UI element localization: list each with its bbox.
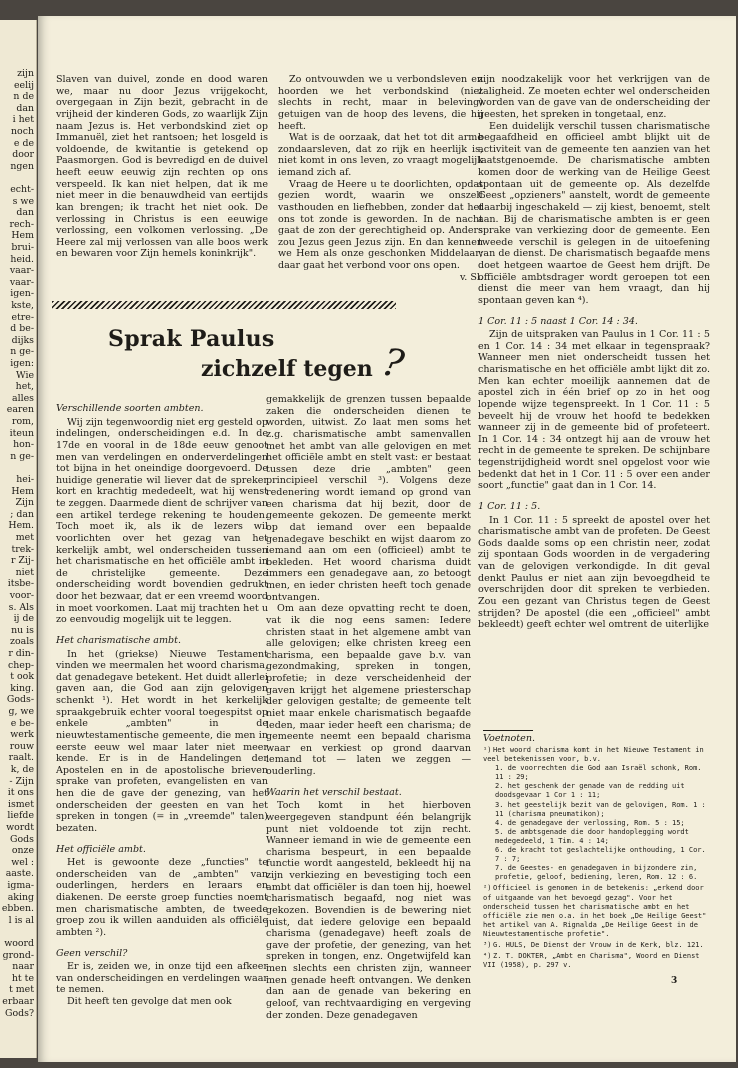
footnote-text: Het woord charisma komt in het Nieuwe Testament in veel betekenissen voor, b.v. bbox=[483, 746, 704, 764]
footnote bbox=[483, 746, 713, 882]
facing-page-fragment: vaar- bbox=[9, 276, 34, 288]
paragraph: Een duidelijk verschil tussen charismatische begaafdheid en officieel ambt blijkt uit de activiteit van de gemeente ten aanzien van het laatstgenoemde. De charismatische ambten komen door de werking van de Heilige Geest spontaan uit de gemeente op. Als dezelfde Geest „opzieners" aanstelt, wordt de gemeente daarbij ingeschakeld — zij kiest, benoemt, stelt aan. Bij de charismatische ambten is er geen sprake van verkiezing door de gemeente. Een tweede verschil is gelegen in de uitoefening van de dienst. De charismatisch begaafde mens doet hetgeen waartoe de Geest hem drijft. De officiële ambtsdrager wordt geroepen tot een dienst die meer van hem vraagt, dan hij spontaan geven kan ⁴). bbox=[478, 120, 710, 306]
facing-page-fragment: het, bbox=[15, 381, 34, 393]
column-1-top-text bbox=[56, 74, 268, 260]
column-1-article-text bbox=[56, 394, 268, 1008]
footnote-subitem: 6. de kracht tot geslachtelijke onthouding, 1 Cor. 7 : 7; bbox=[495, 846, 706, 864]
footnote-subitem: 2. het geschenk der genade van de redding uit doodsgevaar 1 Cor 1 : 11; bbox=[495, 782, 685, 800]
facing-page-fragment: ht te bbox=[11, 972, 34, 984]
facing-page-fragment: Gods? bbox=[5, 1007, 34, 1019]
article-title-line-2: zichzelf tegen bbox=[201, 356, 373, 382]
paragraph: Er is, zeiden we, in onze tijd een afkeer van onderscheidingen en verdelingen waar te nemen. bbox=[56, 961, 268, 996]
facing-page-fragment: Zijn bbox=[15, 497, 34, 509]
facing-page-fragment: r Zij- bbox=[10, 555, 34, 567]
facing-page-fragment: woord bbox=[4, 938, 34, 949]
question-mark-glyph: ? bbox=[378, 339, 408, 387]
footnote-subitem: 5. de ambtsgenade die door handoplegging wordt medegedeeld, 1 Tim. 4 : 14; bbox=[495, 827, 689, 845]
facing-page-fragment: e be- bbox=[10, 717, 34, 729]
footnote-number: ²) bbox=[483, 884, 492, 893]
facing-page-fragment: vaar- bbox=[9, 265, 34, 277]
facing-page-fragment: naar bbox=[12, 961, 34, 973]
facing-page-fragment: itsbe- bbox=[7, 578, 34, 590]
facing-page-edge bbox=[0, 20, 37, 1058]
facing-page-fragment: g, we bbox=[8, 706, 34, 717]
facing-page-fragment: heid. bbox=[10, 253, 34, 265]
facing-page-fragment: trek- bbox=[11, 543, 34, 555]
facing-page-fragment: voor- bbox=[9, 590, 34, 601]
facing-page-fragment: werk bbox=[10, 729, 34, 741]
facing-page-fragment: Wie bbox=[15, 369, 34, 381]
facing-page-fragment: liefde bbox=[7, 810, 34, 822]
paragraph: Dit heeft ten gevolge dat men ook bbox=[67, 996, 232, 1007]
paragraph: Slaven van duivel, zonde en dood waren we, maar nu door Jezus vrijgekocht, overgegaan in Zijn bezit, gebracht in de vrijheid der kinderen Gods, zo waarlijk Zijn naam Jezus is. Het verbondskind ziet op Immanuël, ziet het rantsoen; het losgeld is voldoende, de kwitantie is getekend op Paasmorgen. God is bevredigd en de duivel heeft eeuw eeuwig zijn rechten op ons verspeeld. Ik kan niet helpen, dat ik me niet meer in die benauwdheid van eertijds kan brengen; ik tracht het niet ook. De verlossing in Christus is een eeuwige verlossing, een volkomen verlossing. „De Heere zal mij verlossen van alle boos werk en bewaren voor Zijn hemels koninkrijk". bbox=[56, 74, 268, 260]
article-title-line-1: Sprak Paulus bbox=[108, 326, 275, 352]
section-heading: Verschillende soorten ambten. bbox=[56, 403, 204, 414]
facing-page-fragment: erbaar bbox=[2, 996, 34, 1007]
facing-page-fragment: Hem bbox=[11, 485, 34, 497]
footnote-sublist bbox=[495, 764, 713, 882]
paragraph: Zo ontvouwden we u verbondsleven en hoorden we het verbondskind (niet slechts in recht, maar in beleving) getuigen van de hoop des levens, die hij heeft. bbox=[278, 74, 483, 132]
facing-page-fragment: ij de bbox=[13, 613, 34, 625]
column-3-article-text bbox=[478, 74, 710, 631]
section-heading: Het charismatische ambt. bbox=[56, 634, 181, 646]
facing-page-fragment: Hem. bbox=[8, 520, 34, 532]
facing-page-fragment: rom, bbox=[12, 416, 34, 427]
section-heading: 1 Cor. 11 : 5 naast 1 Cor. 14 : 34. bbox=[478, 315, 638, 327]
footnote-subitem: 4. de genadegave der verlossing, Rom. 5 : 15; bbox=[495, 818, 685, 827]
paragraph: gemakkelijk de grenzen tussen bepaalde zaken die onderscheiden dienen te worden, uitwist. Zo laat men soms het z.g. charismatische ambt samenvallen met het ambt van alle gelovigen en met het officiële ambt en stelt vast: er bestaat tussen deze drie „ambten" geen principieel verschil ³). Volgens deze redenering wordt iemand op grond van een charisma dat hij bezit, door de gemeente gekozen. De gemeente merkt op dat iemand over een bepaalde genadegave beschikt en wijst daarom zo iemand aan om een (officieel) ambt te bekleden. Het woord charisma duidt immers een genadegave aan, zo betoogt men, en ieder christen heeft toch genade ontvangen. bbox=[266, 394, 471, 603]
facing-page-fragment: it ons bbox=[7, 787, 34, 799]
facing-page-fragment: i het bbox=[12, 114, 34, 126]
paragraph: In het (griekse) Nieuwe Testament vinden we meermalen het woord charisma, dat genadegave betekent. Het duidt allerlei gaven aan, die God aan zijn gelovigen schenkt ¹). Het wordt in het kerkelijk spraakgebruik echter vooral toegespitst op enkele „ambten" in de nieuwtestamentische gemeente, die men in eerste eeuw wel maar later niet meer kende. Er is in de Handelingen der Apostelen en in de apostolische brieven sprake van profeten, evangelisten en van hen die de gave der genezing, van het onderscheiden der geesten en van het spreken in tongen (= in „vreemde" talen) bezaten. bbox=[56, 648, 268, 834]
facing-page-fragment: etre- bbox=[11, 311, 34, 323]
paragraph: Zijn de uitspraken van Paulus in 1 Cor. 11 : 5 en 1 Cor. 14 : 34 met elkaar in tegenspraak? Wanneer men niet onderscheidt tussen het charismatische en het officiële ambt lijkt dit zo. Men kan echter moeilijk aannemen dat de apostel zich in één brief op zo in het oog lopende wijze tegenspreekt. In 1 Cor. 11 : 5 beveelt hij de vrouw het hoofd te bedekken wanneer zij in de gemeente bid of profeteert. In 1 Cor. 14 : 34 ontzegt hij aan de vrouw het recht in de gemeente te spreken. De schijnbare tegenstrijdigheid wordt snel opgelost voor wie bedenkt dat het in 1 Cor. 11 : 5 over een ander soort „functie" gaat dan in 1 Cor. 14. bbox=[478, 329, 710, 492]
page-number: 3 bbox=[671, 976, 678, 986]
facing-page-fragment: n ge- bbox=[10, 346, 34, 358]
facing-page-fragment: alles bbox=[12, 392, 34, 404]
paragraph: In 1 Cor. 11 : 5 spreekt de apostel over het charismatische ambt van de profeten. De Geest Gods daalde soms op een christin neer, zodat zij spontaan Gods woorden in de vergadering van de gelovigen verkondigde. In dit geval denkt Paulus er niet aan zijn bevoegdheid te overschrijden door dit spreken te verbieden. Zou een gezant van Christus tegen de Geest strijden? De apostel (die een „officieel" ambt bekleedt) geeft echter wel omtrent de uiterlijke bbox=[478, 514, 710, 631]
footnote-subitem: 1. de voorrechten die God aan Israël schonk, Rom. 11 : 29; bbox=[495, 764, 702, 782]
footnote bbox=[483, 884, 713, 939]
footnotes bbox=[483, 730, 713, 970]
section-heading: 1 Cor. 11 : 5. bbox=[478, 500, 541, 512]
facing-page-fragment: brui- bbox=[11, 242, 34, 253]
facing-page-fragment: Gods bbox=[10, 833, 34, 845]
facing-page-fragment: wordt bbox=[6, 822, 34, 833]
footnote-number: ³) bbox=[483, 940, 492, 949]
facing-page-fragment: Hem bbox=[11, 230, 34, 242]
facing-page-fragment: ngen bbox=[10, 160, 34, 172]
facing-page-fragment: ismet bbox=[7, 798, 34, 810]
facing-page-fragment: igen: bbox=[10, 358, 34, 369]
footnote-number: ¹) bbox=[483, 746, 492, 754]
facing-page-fragment: niet bbox=[15, 566, 34, 578]
facing-page-fragment: s. Als bbox=[8, 601, 34, 613]
facing-page-fragment: aking bbox=[7, 891, 34, 903]
facing-page-fragment: door bbox=[12, 149, 34, 161]
facing-page-fragment: d be- bbox=[10, 323, 34, 335]
facing-page-fragment: rouw bbox=[9, 740, 34, 752]
facing-page-fragment: grond- bbox=[2, 949, 34, 961]
footnote-subitem: 3. het geestelijk bezit van de gelovigen, Rom. 1 : 11 (charisma pneumatikon); bbox=[495, 800, 706, 818]
facing-page-fragment: igen- bbox=[10, 288, 34, 300]
paragraph: Toch komt in het hierboven weergegeven standpunt één belangrijk punt niet voldoende tot zijn recht. Wanneer iemand in wie de gemeente een charisma bespeurt, in een bepaalde functie wordt aangesteld, bekleedt hij na zijn verkiezing en bevestiging toch een ambt dat officiëler is dan toen hij, hoewel charismatisch begaafd, nog niet was gekozen. Bovendien is de bewering niet juist, dat iedere gelovige een bepaald charisma (genadegave) heeft zoals de gave der profetie, der genezing, van het spreken in tongen, enz. Ongetwijfeld kan men slechts een christen zijn, wanneer men genade heeft ontvangen. We denken dan aan de genade van bekering en geloof, van rechtvaardiging en vergeving der zonden. Deze genadegaven bbox=[266, 800, 471, 1021]
footnote-text: Officieel is genomen in de betekenis: „erkend door of uitgaande van het bevoegd gezag". Voor het onderscheid tussen het charismatische ambt en het officiële zie men o.a. in het boek „De Heilige Geest" het artikel van A. Rignalda „De Heilige Geest in de Nieuwtestamentische profetie". bbox=[483, 884, 707, 938]
paragraph: Om aan deze opvatting recht te doen, vat ik die nog eens samen: Iedere christen staat in het algemene ambt van alle gelovigen; elke christen kreeg een charisma, een bepaalde gave b.v. van gezondmaking, spreken in tongen, profetie; in deze verscheidenheid der gaven krijgt het algemene priesterschap der gelovigen gestalte; de gemeente telt niet maar enkele charismatisch begaafde leden, maar ieder heeft een charisma; de gemeente neemt een bepaald charisma waar en verkiest op grond daarvan iemand tot — laten we zeggen — ouderling. bbox=[266, 603, 471, 777]
facing-page-fragment: n de bbox=[13, 91, 34, 103]
paragraph: Wij zijn tegenwoordig niet erg gesteld op indelingen, onderscheidingen e.d. In de 17de en vooral in de 18de eeuw genoot men van verdelingen en onderverdelingen tot bijna in het oneindige doorgevoerd. De huidige generatie wil liever dat de spreker kort en krachtig mededeelt, wat hij wenst te zeggen. Daarmede dient de schrijver van een artikel terdege rekening te houden. Toch moet ik, als ik de lezers wil voorlichten over het gezag van het kerkelijk ambt, wel onderscheiden tussen het charismatische en het officiële ambt in de christelijke gemeente. Deze onderscheiding wordt bovendien gedrukt door het bezwaar, dat er een vreemd woord in moet voorkomen. Laat mij trachten het u zo eenvoudig mogelijk uit te leggen. bbox=[56, 416, 269, 626]
facing-page-fragment: k, de bbox=[10, 764, 34, 775]
facing-page-fragment: t met bbox=[9, 984, 34, 996]
facing-page-fragment: earen bbox=[6, 404, 34, 416]
facing-page-fragment: hei- bbox=[16, 474, 34, 485]
facing-page-fragment: king. bbox=[10, 682, 34, 694]
facing-page-fragment: kste, bbox=[11, 300, 34, 311]
facing-page-fragment: wel : bbox=[11, 856, 34, 868]
signature: v. Sl. bbox=[460, 271, 483, 283]
facing-page-fragment: igma- bbox=[7, 880, 34, 891]
facing-page-fragment: - Zijn bbox=[9, 775, 34, 787]
facing-page-fragment: nu is bbox=[11, 624, 34, 636]
facing-page-fragment: r din- bbox=[8, 648, 34, 659]
facing-page-fragment: n ge- bbox=[10, 450, 34, 462]
column-2-top-text bbox=[278, 74, 483, 283]
facing-page-fragment: t ook bbox=[10, 671, 34, 683]
column-2-article-text bbox=[266, 394, 471, 1021]
section-heading: Het officiële ambt. bbox=[56, 843, 146, 855]
facing-page-fragment: met bbox=[15, 532, 34, 543]
facing-page-fragment: zijn bbox=[17, 68, 34, 79]
footnote bbox=[483, 941, 713, 950]
facing-page-fragment: dan bbox=[16, 207, 34, 219]
facing-page-fragment: noch bbox=[11, 126, 34, 137]
magazine-page bbox=[38, 16, 736, 1062]
facing-page-fragment: dijks bbox=[11, 334, 34, 346]
facing-page-fragment: hon- bbox=[13, 439, 34, 451]
facing-page-fragment: rech- bbox=[9, 218, 34, 230]
paragraph: zijn noodzakelijk voor het verkrijgen van de zaligheid. Ze moeten echter wel onderscheiden worden van de gave van de onderscheiding der geesten, het spreken in tongetaal, enz. bbox=[478, 74, 710, 120]
facing-page-fragment: aaste. bbox=[5, 868, 34, 880]
footnote-subitem: 7. de Geestes- en genadegaven in bijzondere zin, profetie, geloof, bediening, leren, Rom. 12 : 6. bbox=[495, 864, 698, 882]
facing-page-fragment: eelij bbox=[14, 79, 34, 91]
facing-page-fragment: onze bbox=[11, 845, 34, 857]
facing-page-fragment: iteun bbox=[9, 427, 34, 439]
footnote-text: G. HULS, De Dienst der Vrouw in de Kerk, blz. 121. bbox=[493, 940, 704, 949]
facing-page-fragment: l is al bbox=[8, 914, 34, 926]
paragraph: Vraag de Heere u te doorlichten, opdat gezien wordt, waarin we onszelf vasthouden en liefhebben, zonder dat het ons tot zonde is geworden. In de nacht gaat de zon der gerechtigheid op. Anders zou Jezus geen Jezus zijn. En dan kennen we Hem als onze geschonken Middelaar; daar gaat het verbond voor ons open. bbox=[278, 178, 483, 271]
facing-page-fragment: chep- bbox=[7, 659, 34, 671]
section-heading: Waarin het verschil bestaat. bbox=[266, 786, 402, 798]
facing-page-fragment: e de bbox=[13, 137, 34, 149]
facing-page-fragment: raalt. bbox=[8, 752, 34, 764]
footnote-text: Z. T. DOKTER, „Ambt en Charisma", Woord en Dienst VII (1958), p. 297 v. bbox=[483, 952, 700, 970]
facing-page-fragment: echt- bbox=[10, 184, 34, 195]
section-heading: Geen verschil? bbox=[56, 947, 128, 959]
footnote bbox=[483, 952, 713, 970]
zigzag-divider bbox=[52, 301, 396, 309]
facing-page-fragment: ebben. bbox=[1, 903, 34, 915]
facing-page-fragment: ; dan bbox=[10, 508, 34, 520]
footnote-number: ⁴) bbox=[483, 952, 492, 961]
footnotes-heading: Voetnoten. bbox=[483, 730, 533, 744]
facing-page-fragment: s we bbox=[12, 195, 34, 207]
paragraph: Het is gewoonte deze „functies" te onderscheiden van de „ambten" van ouderlingen, herders en leraars en diakenen. De eerste groep functies noemt men charismatische ambten, de tweede groep zou ik willen aanduiden als officiële ambten ²). bbox=[56, 857, 268, 938]
facing-page-fragment: Gods- bbox=[6, 694, 34, 706]
facing-page-fragment: zoals bbox=[10, 636, 34, 648]
facing-page-fragment: dan bbox=[16, 102, 34, 114]
paragraph: Wat is de oorzaak, dat het tot dit arme zondaarsleven, dat zo rijk en heerlijk is, niet komt in ons leven, zo vraagt mogelijk iemand zich af. bbox=[278, 132, 483, 178]
